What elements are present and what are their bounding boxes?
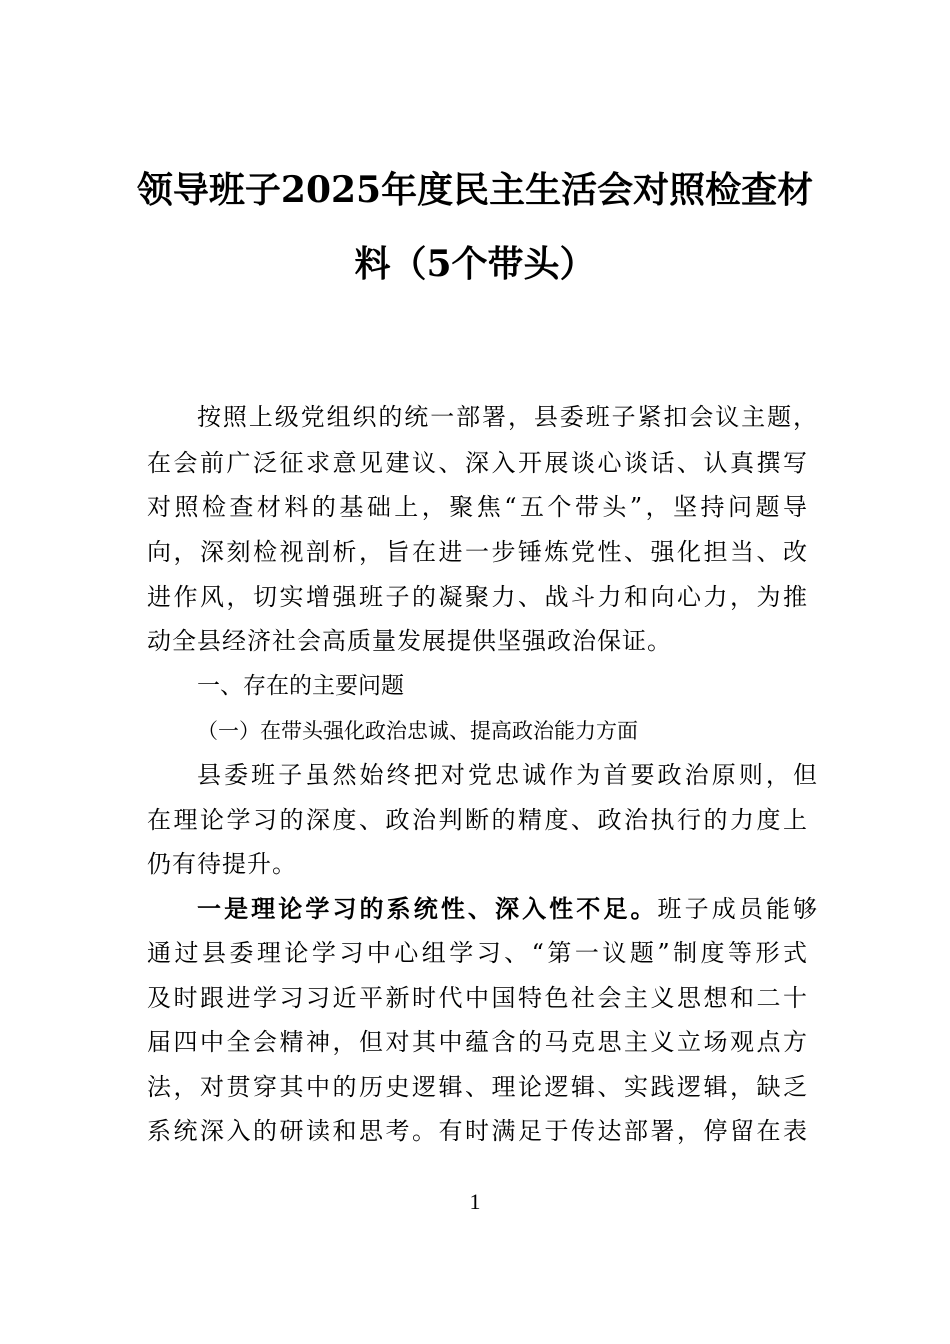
subsection-heading: （一）在带头强化政治忠诚、提高政治能力方面 [197, 719, 638, 743]
point-1-bold-lead: 一是理论学习的系统性、深入性不足。 [197, 894, 658, 923]
point-1-line-6: 系统深入的研读和思考。有时满足于传达部署，停留在表 [147, 1117, 807, 1145]
point-1-line-1 [197, 887, 817, 931]
intro-line-1: 按照上级党组织的统一部署，县委班子紧扣会议主题， [197, 403, 817, 431]
point-1-line-5: 法，对贯穿其中的历史逻辑、理论逻辑、实践逻辑，缺乏 [147, 1073, 807, 1101]
paragraph-2-line-2: 在理论学习的深度、政治判断的精度、政治执行的力度上 [147, 806, 807, 834]
document-title-line-2: 料（5个带头） [354, 243, 596, 285]
intro-line-6: 动全县经济社会高质量发展提供坚强政治保证。 [147, 627, 672, 655]
point-1-line-4: 届四中全会精神，但对其中蕴含的马克思主义立场观点方 [147, 1028, 807, 1056]
point-1-lead-rest: 班子成员能够 [657, 895, 818, 923]
intro-line-3: 对照检查材料的基础上，聚焦“五个带头”，坚持问题导 [147, 493, 807, 521]
intro-line-2: 在会前广泛征求意见建议、深入开展谈心谈话、认真撰写 [147, 449, 807, 477]
intro-line-4: 向，深刻检视剖析，旨在进一步锤炼党性、强化担当、改 [147, 538, 807, 566]
intro-line-5: 进作风，切实增强班子的凝聚力、战斗力和向心力，为推 [147, 583, 807, 611]
paragraph-2-line-1: 县委班子虽然始终把对党忠诚作为首要政治原则，但 [197, 761, 817, 789]
section-heading: 一、存在的主要问题 [197, 673, 404, 699]
point-1-line-3: 及时跟进学习习近平新时代中国特色社会主义思想和二十 [147, 984, 807, 1012]
point-1-line-2: 通过县委理论学习中心组学习、“第一议题”制度等形式 [147, 939, 807, 967]
page-number: 1 [469, 1189, 481, 1214]
document-title-line-1: 领导班子2025年度民主生活会对照检查材 [136, 169, 814, 211]
paragraph-2-line-3: 仍有待提升。 [147, 850, 297, 878]
